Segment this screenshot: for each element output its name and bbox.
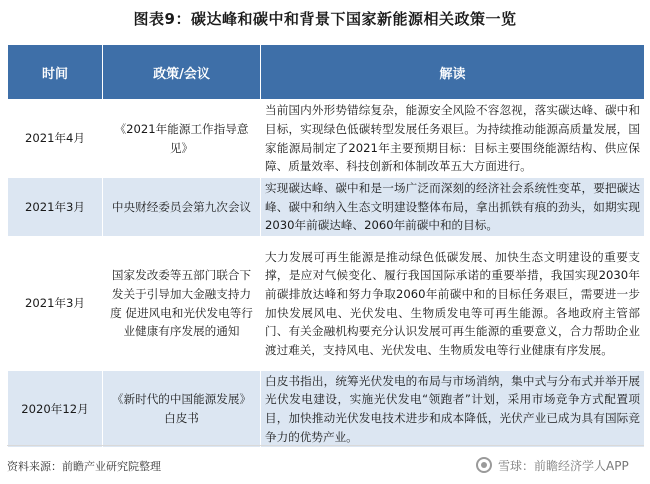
policy-table — [7, 44, 645, 448]
source-note: 资料来源：前瞻产业研究院整理 — [7, 460, 161, 473]
column-header-interpretation: 解读 — [261, 45, 645, 100]
cell-interpretation: 大力发展可再生能源是推动绿色低碳发展、加快生态文明建设的重要支撑，是应对气候变化、履行我国国际承诺的重要举措，我国实现2030年前碳排放达峰和努力争取2060年前碳中和的目标任务艰巨，需要进一步加快发展风电、光伏发电、生物质发电等可再生能源。各地政府主管部门、有关金融机构要充分认识发展可再生能源的重要意义，合力帮助企业渡过难关，支持风电、光伏发电、生物质发电等行业健康有序发展。 — [261, 237, 645, 371]
cell-time: 2020年12月 — [8, 371, 103, 448]
table-row — [8, 371, 645, 448]
snowball-logo-icon — [476, 457, 492, 473]
cell-time: 2021年3月 — [8, 178, 103, 237]
cell-time: 2021年4月 — [8, 100, 103, 178]
cell-policy: 《2021年能源工作指导意见》 — [103, 100, 261, 178]
cell-time: 2021年3月 — [8, 237, 103, 371]
table-row — [8, 178, 645, 237]
column-header-policy: 政策/会议 — [103, 45, 261, 100]
cell-interpretation: 实现碳达峰、碳中和是一场广泛而深刻的经济社会系统性变革，要把碳达峰、碳中和纳入生态文明建设整体布局，拿出抓铁有痕的劲头，如期实现2030年前碳达峰、2060年前碳中和的目标。 — [261, 178, 645, 237]
column-header-time: 时间 — [8, 45, 103, 100]
cell-interpretation: 当前国内外形势错综复杂，能源安全风险不容忽视，落实碳达峰、碳中和目标，实现绿色低碳转型发展任务艰巨。为持续推动能源高质量发展，国家能源局制定了2021年主要预期目标：目标主要围绕能源结构、供应保障、质量效率、科技创新和体制改革五大方面进行。 — [261, 100, 645, 178]
table-row — [8, 100, 645, 178]
table-header-row — [8, 45, 645, 100]
watermark — [476, 455, 629, 475]
cell-policy: 国家发改委等五部门联合下发关于引导加大金融支持力度 促进风电和光伏发电等行业健康有序发展的通知 — [103, 237, 261, 371]
footer-divider — [7, 445, 644, 446]
cell-policy: 《新时代的中国能源发展》白皮书 — [103, 371, 261, 448]
watermark-text: 雪球：前瞻经济学人APP — [498, 458, 629, 473]
table-row — [8, 237, 645, 371]
cell-interpretation: 白皮书指出，统筹光伏发电的布局与市场消纳，集中式与分布式并举开展光伏发电建设，实施光伏发电“领跑者”计划，采用市场竞争方式配置项目，加快推动光伏发电技术进步和成本降低，光伏产业已成为具有国际竞争力的优势产业。 — [261, 371, 645, 448]
cell-policy: 中央财经委员会第九次会议 — [103, 178, 261, 237]
figure-title: 图表9：碳达峰和碳中和背景下国家新能源相关政策一览 — [133, 10, 517, 28]
